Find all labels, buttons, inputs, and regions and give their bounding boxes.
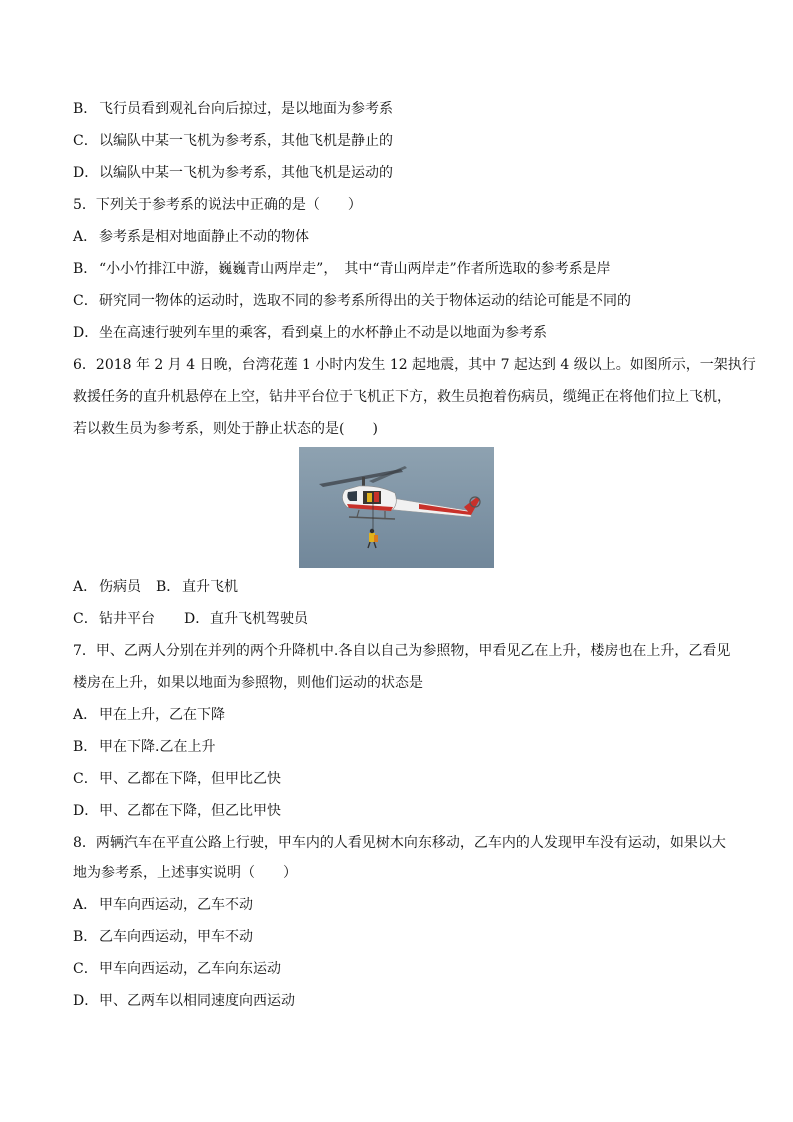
q8-stem-line-2: 地为参考系，上述事实说明（ ） xyxy=(73,865,297,881)
option-text: 钻井平台 xyxy=(99,611,155,627)
q7-stem-line-1: 7．甲、乙两人分别在并列的两个升降机中.各自以自己为参照物，甲看见乙在上升，楼房也在上升，乙看见 xyxy=(73,643,731,659)
q8-option-b xyxy=(73,927,253,947)
q8-option-a xyxy=(73,895,253,915)
option-label: D． xyxy=(73,803,99,819)
q6-options-ab xyxy=(73,577,238,597)
option-label: D． xyxy=(73,165,99,181)
q5-option-d xyxy=(73,323,547,343)
option-label: B． xyxy=(73,929,98,945)
option-label: D． xyxy=(73,993,99,1009)
q5-option-c xyxy=(73,291,631,311)
option-text: 参考系是相对地面静止不动的物体 xyxy=(99,229,309,245)
option-label: B． xyxy=(73,101,98,117)
q7-option-a xyxy=(73,705,225,725)
option-label: C． xyxy=(73,133,98,149)
option-text: 飞行员看到观礼台向后掠过，是以地面为参考系 xyxy=(99,101,393,117)
option-text: 甲在上升，乙在下降 xyxy=(99,707,225,723)
q4-option-b xyxy=(73,99,393,119)
option-text: 甲、乙都在下降，但乙比甲快 xyxy=(99,803,281,819)
q5-option-a xyxy=(73,227,309,247)
option-text: 坐在高速行驶列车里的乘客，看到桌上的水杯静止不动是以地面为参考系 xyxy=(99,325,547,341)
q8-stem-line-1: 8．两辆汽车在平直公路上行驶，甲车内的人看见树木向东移动，乙车内的人发现甲车没有运动，如果以大 xyxy=(73,835,726,851)
q5-stem: 5．下列关于参考系的说法中正确的是（ ） xyxy=(73,197,362,213)
q7-option-d xyxy=(73,801,281,821)
q6-stem-line-3: 若以救生员为参考系，则处于静止状态的是( ) xyxy=(73,421,378,437)
q6-stem-line-2: 救援任务的直升机悬停在上空，钻井平台位于飞机正下方，救生员抱着伤病员，缆绳正在将他们拉上飞机， xyxy=(73,389,731,405)
q7-option-b xyxy=(73,737,215,757)
option-label: D． xyxy=(73,325,99,341)
option-text: 甲车向西运动，乙车向东运动 xyxy=(99,961,281,977)
option-label: C． xyxy=(73,293,98,309)
option-text: 直升飞机驾驶员 xyxy=(210,611,308,627)
option-text: 伤病员 xyxy=(99,579,141,595)
q6-options-cd xyxy=(73,609,308,629)
q4-option-c xyxy=(73,131,393,151)
option-label: A． xyxy=(73,707,98,723)
helicopter-rescue-photo xyxy=(299,447,494,568)
q7-stem-line-2: 楼房在上升，如果以地面为参照物，则他们运动的状态是 xyxy=(73,675,423,691)
option-text: 甲、乙都在下降，但甲比乙快 xyxy=(99,771,281,787)
option-label: B． xyxy=(73,739,98,755)
q4-option-d xyxy=(73,163,393,183)
q6-stem-line-1: 6．2018 年 2 月 4 日晚，台湾花莲 1 小时内发生 12 起地震，其中 7 起达到 4 级以上。如图所示，一架执行 xyxy=(73,357,756,373)
option-text: 甲在下降.乙在上升 xyxy=(99,739,216,755)
option-label: B． xyxy=(73,261,98,277)
option-label: A． xyxy=(73,579,98,595)
option-text: 研究同一物体的运动时，选取不同的参考系所得出的关于物体运动的结论可能是不同的 xyxy=(99,293,631,309)
option-label: D． xyxy=(184,611,210,627)
option-label: A． xyxy=(73,229,98,245)
option-text: 以编队中某一飞机为参考系，其他飞机是运动的 xyxy=(99,165,393,181)
option-text: 甲车向西运动，乙车不动 xyxy=(99,897,253,913)
option-label: C． xyxy=(73,961,98,977)
option-text: 甲、乙两车以相同速度向西运动 xyxy=(99,993,295,1009)
option-text: 直升飞机 xyxy=(182,579,238,595)
q7-option-c xyxy=(73,769,281,789)
option-label: C． xyxy=(73,611,98,627)
option-text: 以编队中某一飞机为参考系，其他飞机是静止的 xyxy=(99,133,393,149)
option-label: B． xyxy=(156,579,181,595)
q5-option-b xyxy=(73,259,611,279)
q8-option-d xyxy=(73,991,295,1011)
option-label: A． xyxy=(73,897,98,913)
q8-option-c xyxy=(73,959,281,979)
option-text: “小小竹排江中游，巍巍青山两岸走”， 其中“青山两岸走”作者所选取的参考系是岸 xyxy=(99,261,611,277)
option-label: C． xyxy=(73,771,98,787)
option-text: 乙车向西运动，甲车不动 xyxy=(99,929,253,945)
